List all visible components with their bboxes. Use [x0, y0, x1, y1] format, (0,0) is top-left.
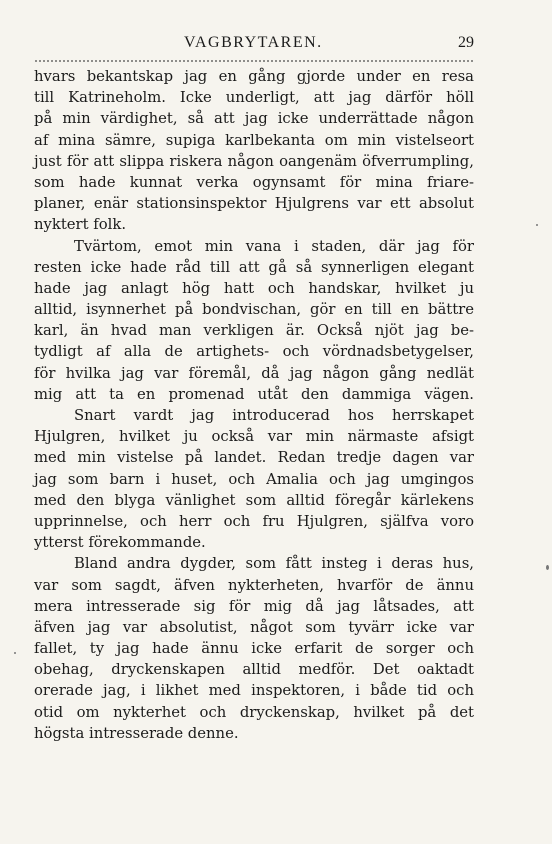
text-line: var som sagdt, äfven nykterheten, hvarför de ännu — [34, 576, 474, 594]
text-line: alltid, isynnerhet på bondvischan, gör en till en bättre — [34, 301, 474, 319]
text-line: orerade jag, i likhet med inspektoren, i både tid och — [34, 682, 474, 700]
text-line: af mina sämre, supiga karlbekanta om min vistelseort — [34, 131, 474, 149]
text-line: Hjulgren, hvilket ju också var min närmaste afsigt — [34, 428, 474, 446]
text-line: Bland andra dygder, som fått insteg i deras hus, — [74, 555, 474, 573]
text-line: upprinnelse, och herr och fru Hjulgren, själfva voro — [34, 512, 474, 530]
text-line: obehag, dryckenskapen alltid medför. Det oaktadt — [34, 661, 474, 679]
text-line: otid om nykterhet och dryckenskap, hvilket på det — [34, 703, 474, 721]
text-line: planer, enär stationsinspektor Hjulgrens var ett absolut — [34, 195, 474, 213]
header-rule — [34, 59, 474, 63]
text-line: tydligt af alla de artighets- och vördnadsbetygelser, — [34, 343, 474, 361]
text-line: Snart vardt jag introducerad hos herrskapet — [74, 407, 474, 424]
text-line: med den blyga vänlighet som alltid föregår kärlekens — [34, 491, 474, 509]
text-line: för hvilka jag var föremål, då jag någon gång nedlät — [34, 364, 474, 382]
text-line: just för att slippa riskera någon oangenäm öfverrumpling, — [34, 152, 474, 170]
text-line: Tvärtom, emot min vana i staden, där jag för — [74, 237, 474, 255]
text-line: som hade kunnat verka ogynsamt för mina friare- — [34, 173, 474, 191]
page-header — [34, 34, 474, 58]
text-line: mera intresserade sig för mig då jag låtsades, att — [34, 597, 474, 615]
margin-speck — [546, 565, 549, 570]
text-line: högsta intresserade denne. — [34, 724, 239, 742]
margin-speck — [14, 652, 16, 654]
text-line: fallet, ty jag hade ännu icke erfarit de sorger och — [34, 640, 474, 658]
text-line: äfven jag var absolutist, något som tyvärr icke var — [34, 618, 474, 636]
text-line: mig att ta en promenad utåt den dammiga vägen. — [34, 385, 474, 403]
text-line: ytterst förekommande. — [34, 534, 206, 552]
running-title: VAGBRYTAREN. — [184, 34, 323, 51]
text-line: nyktert folk. — [34, 216, 127, 234]
margin-speck — [536, 224, 538, 226]
text-line: resten icke hade råd till att gå så synnerligen elegant — [34, 258, 474, 276]
text-line: till Katrineholm. Icke underligt, att jag därför höll — [34, 89, 474, 107]
body-text — [34, 66, 474, 744]
text-line: på min värdighet, så att jag icke underrättade någon — [34, 110, 474, 128]
page-number: 29 — [458, 34, 474, 51]
text-line: jag som barn i huset, och Amalia och jag umgingos — [34, 470, 474, 488]
text-line: med min vistelse på landet. Redan tredje dagen var — [34, 449, 474, 467]
text-line: hade jag anlagt hög hatt och handskar, hvilket ju — [34, 279, 474, 297]
text-line: karl, än hvad man verkligen är. Också njöt jag be- — [34, 322, 474, 340]
text-line: hvars bekantskap jag en gång gjorde under en resa — [34, 68, 474, 85]
